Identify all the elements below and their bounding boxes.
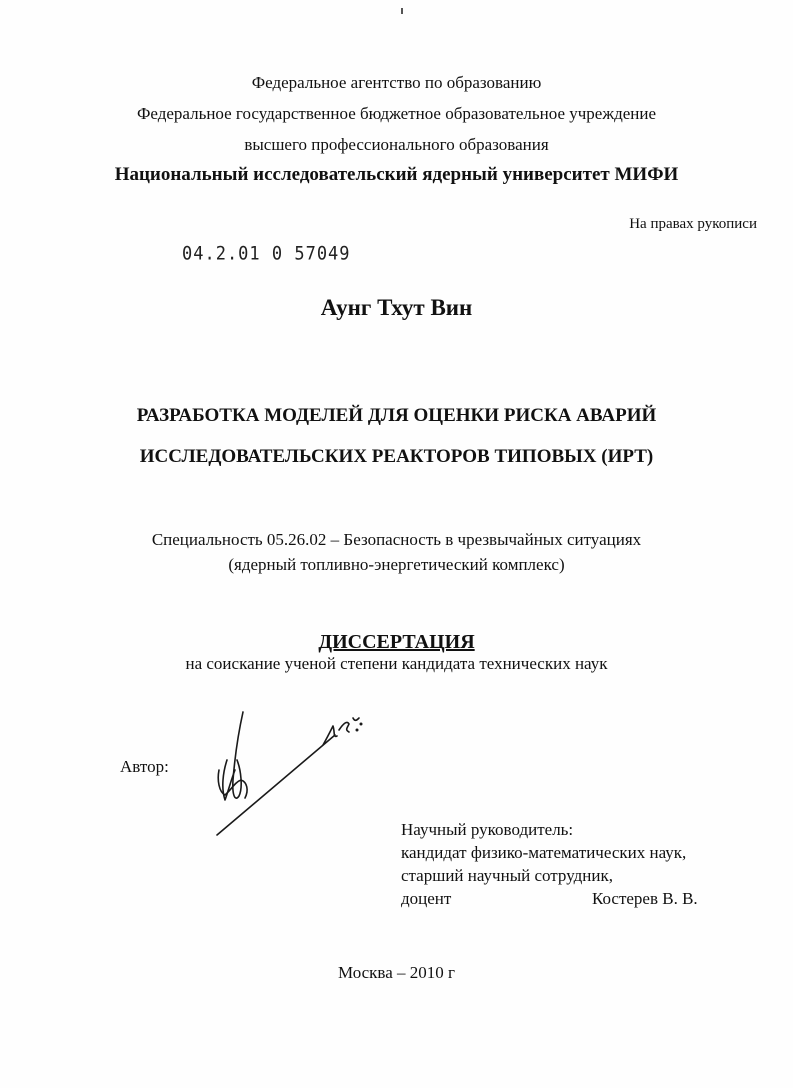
author-signature [205,700,385,845]
supervisor-degree: кандидат физико-математических наук, [401,843,687,862]
supervisor-name: Костерев В. В. [592,889,698,908]
place-year: Москва – 2010 г [338,963,455,982]
scan-speck [401,8,403,14]
signature-stroke-5 [323,726,337,745]
signature-dot-2 [360,723,363,726]
author-label: Автор: [120,757,169,776]
signature-stroke-7 [353,718,359,720]
university-name: Национальный исследовательский ядерный университет МИФИ [114,164,679,185]
specialty-line-1: Специальность 05.26.02 – Безопасность в чрезвычайных ситуациях [151,530,642,549]
supervisor-rank: доцент [401,889,452,908]
rights-note: На правах рукописи [629,216,757,232]
supervisor-block [401,818,698,910]
dissertation-subheading: на соискание ученой степени кандидата технических наук [185,654,608,673]
supervisor-position: старший научный сотрудник, [401,866,613,885]
supervisor-rank-row [401,887,698,910]
institution-line-1: Федеральное государственное бюджетное образовательное учреждение [136,104,657,123]
signature-dot-1 [356,729,359,732]
agency-line: Федеральное агентство по образованию [251,73,542,92]
supervisor-label: Научный руководитель: [401,820,574,839]
specialty-line-2: (ядерный топливно-энергетический комплекс) [228,555,565,574]
author-name: Аунг Тхут Вин [320,295,473,320]
dissertation-heading: ДИССЕРТАЦИЯ [318,631,475,653]
title-line-2: ИССЛЕДОВАТЕЛЬСКИХ РЕАКТОРОВ ТИПОВЫХ (ИРТ) [139,446,654,467]
signature-stroke-6 [339,722,349,732]
registration-stamp: 04.2.01 0 57049 [182,243,351,265]
title-line-1: РАЗРАБОТКА МОДЕЛЕЙ ДЛЯ ОЦЕНКИ РИСКА АВАРИЙ [136,405,657,426]
institution-line-2: высшего профессионального образования [244,135,549,154]
